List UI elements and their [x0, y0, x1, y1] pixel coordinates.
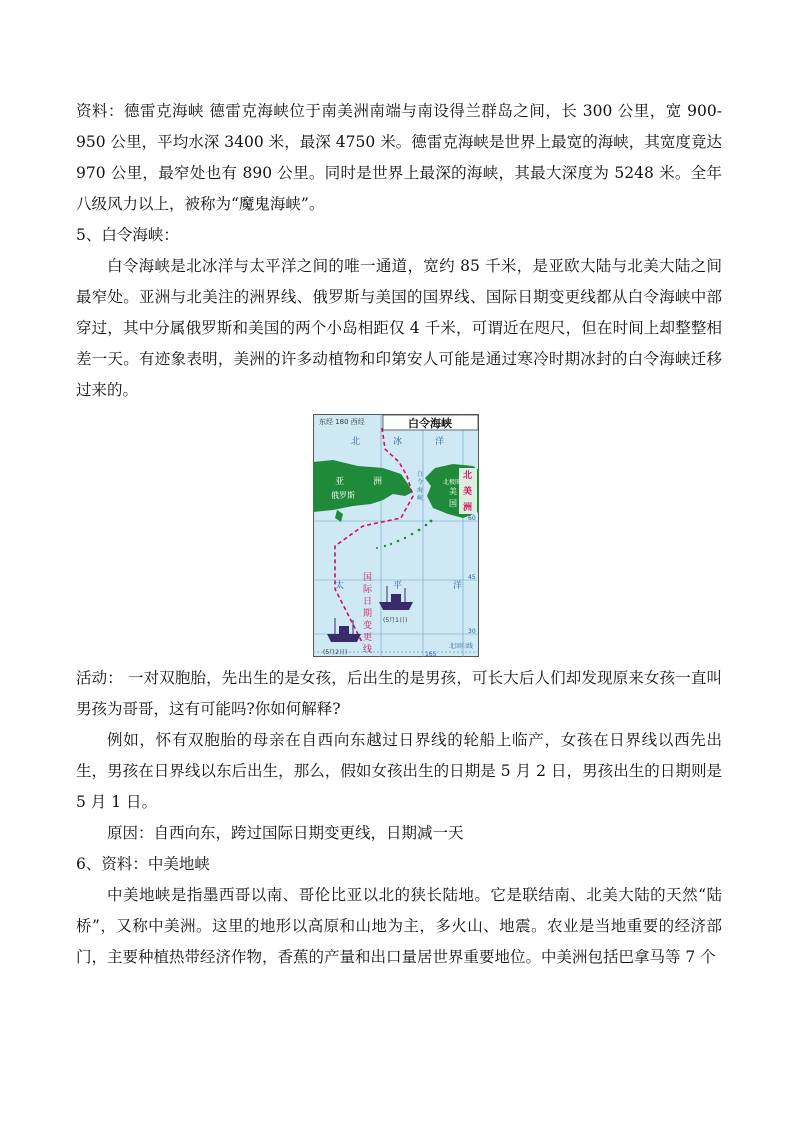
lat-60-label: 60 [468, 515, 476, 522]
na-char-1: 北 [463, 471, 473, 481]
lon-165-label: 165 [425, 651, 437, 657]
arctic-char-3: 洋 [435, 437, 445, 447]
lat-30-label: 30 [468, 628, 476, 635]
central-america-paragraph: 中美地峡是指墨西哥以南、哥伦比亚以北的狭长陆地。它是联结南、北美大陆的天然“陆桥”，又称中美洲。这里的地形以高原和山地为主，多火山、地震。农业是当地重要的经济部门，主要种植热带经济作物，香蕉的产量和出口量居世界重要地位。中美洲包括巴拿马等 7 个 [76, 886, 722, 966]
date-line-label [363, 572, 373, 655]
top-longitude-label: 东经 180 西经 [319, 418, 365, 426]
arctic-char-2: 冰 [393, 437, 403, 447]
arctic-char-1: 北 [351, 437, 361, 447]
document-page [76, 96, 722, 973]
ship-east-date: (5月1日) [383, 617, 408, 624]
activity-reason: 原因：自西向东，跨过国际日期变更线，日期减一天 [107, 824, 464, 842]
na-char-2: 美 [463, 487, 473, 497]
drake-passage-paragraph: 资料：德雷克海峡 德雷克海峡位于南美洲南端与南设得兰群岛之间，长 300 公里，宽 900-950 公里，平均水深 3400 米，最深 4750 米。德雷克海峡是世界上最宽的海峡，其宽度竟达 970 公里，最窄处也有 890 公里。同时是世界上最深的海峡，其最大深度为 5248 米。全年八级风力以上，被称为“魔鬼海峡”。 [76, 102, 722, 213]
bering-strait-paragraph: 白令海峡是北冰洋与太平洋之间的唯一通道，宽约 85 千米，是亚欧大陆与北美大陆之间最窄处。亚洲与北美注的洲界线、俄罗斯与美国的国界线、国际日期变更线都从白令海峡中部穿过，其中分属俄罗斯和美国的两个小岛相距仅 4 千米，可谓近在咫尺，但在时间上却整整相差一天。有迹象表明，美洲的许多动植物和印第安人可能是通过寒冷时期冰封的白令海峡迁移过来的。 [76, 257, 722, 399]
arctic-circle-label: 北极圈 [443, 479, 462, 486]
map-svg [313, 414, 479, 657]
dateline-char-6: 更 [363, 633, 373, 643]
lat-45-label: 45 [468, 574, 476, 581]
dateline-char-1: 国 [363, 573, 373, 583]
dateline-char-7: 线 [363, 645, 373, 655]
strait-char-1: 白 [417, 471, 424, 478]
strait-char-4: 峡 [417, 495, 424, 502]
activity-example: 例如，怀有双胞胎的母亲在自西向东越过日界线的轮船上临产，女孩在日界线以西先出生，男孩在日界线以东后出生，那么，假如女孩出生的日期是 5 月 2 日，男孩出生的日期则是 5 月 1 日。 [76, 731, 722, 811]
dateline-char-3: 日 [363, 597, 373, 607]
dateline-char-2: 际 [363, 585, 373, 595]
activity-question: 活动： 一对双胞胎，先出生的是女孩，后出生的是男孩，可长大后人们却发现原来女孩一直叫男孩为哥哥，这有可能吗?你如何解释? [76, 669, 722, 718]
asia-char-2: 洲 [373, 477, 383, 487]
bering-strait-map [313, 414, 479, 657]
usa-char-2: 国 [449, 499, 457, 508]
strait-char-2: 令 [417, 479, 424, 486]
na-char-3: 洲 [463, 503, 473, 513]
russia-label: 俄罗斯 [331, 491, 355, 500]
pacific-char-2: 平 [393, 581, 403, 591]
usa-char-1: 美 [449, 487, 457, 496]
strait-char-3: 海 [417, 487, 424, 494]
map-title: 白令海峡 [408, 417, 452, 430]
section-6-heading: 6、资料：中美地峡 [76, 855, 210, 873]
pacific-char-3: 洋 [453, 581, 463, 591]
section-5-heading: 5、白令海峡： [76, 226, 179, 244]
dateline-char-5: 变 [363, 621, 373, 631]
asia-char-1: 亚 [335, 477, 345, 487]
dateline-char-4: 期 [363, 609, 373, 619]
tropic-label: 北回归线 [449, 643, 474, 650]
ship-west-date: (5月2日) [323, 649, 348, 656]
pacific-char-1: 太 [335, 581, 345, 591]
